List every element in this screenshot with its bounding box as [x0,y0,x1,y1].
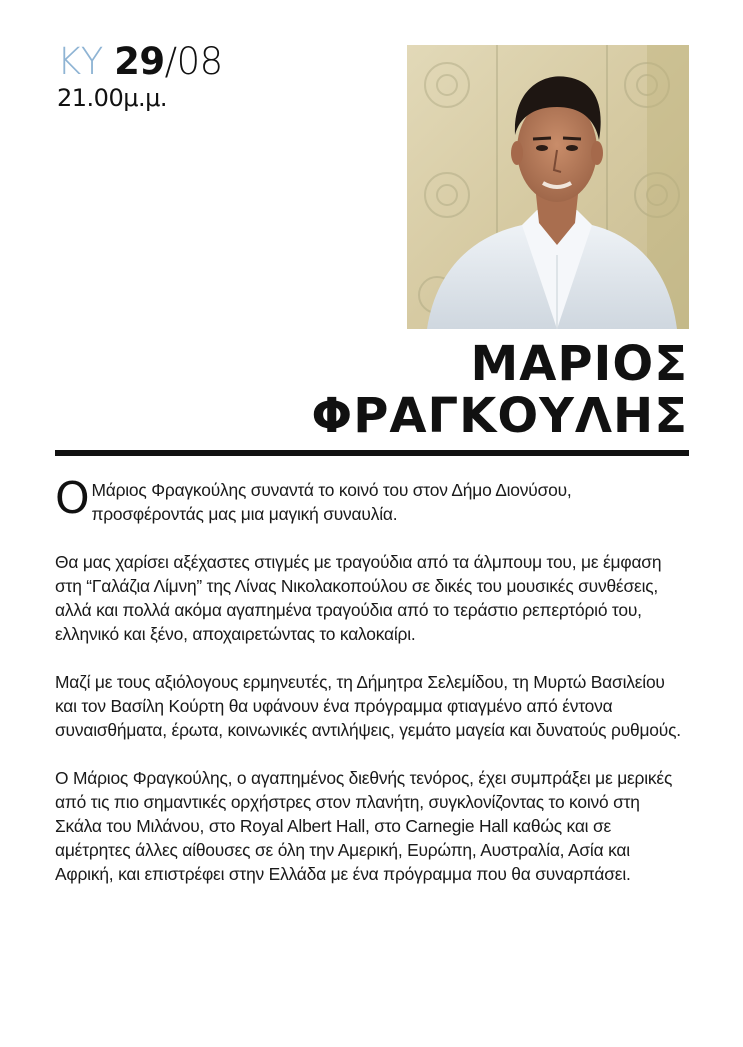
event-description [55,473,689,886]
paragraph-performers: Μαζί με τους αξιόλογους ερμηνευτές, τη Δήμητρα Σελεμίδου, τη Μυρτώ Βασιλείου και τον Βασίλη Κούρτη θα υφάνουν ένα πρόγραμμα φτιαγμένο από έντονα συναισθήματα, έρωτα, κοινωνικές αντιλήψεις, γεμάτο μαγεία και δυνατούς ρυθμούς. [55,672,681,740]
artist-name-line2: ΦΡΑΓΚΟΥΛΗΣ [311,388,688,444]
event-time: 21.00μ.μ. [57,84,168,112]
artist-photo [407,45,689,329]
intro-line-1: Μάριος Φραγκούλης συναντά το κοινό του στον Δήμο Διονύσου, [91,480,572,500]
paragraph-repertoire: Θα μας χαρίσει αξέχαστες στιγμές με τραγούδια από τα άλμπουμ του, με έμφαση στη “Γαλάζια Λίμνη” της Λίνας Νικολακοπούλου σε δικές του μουσικές συνθέσεις, αλλά και πολλά ακόμα αγαπημένα τραγούδια από το τεράστιο ρεπερτόριό του, ελληνικό και ξένο, αποχαιρετώντας το καλοκαίρι. [55,552,662,644]
divider-rule [55,450,689,456]
paragraph-biography: Ο Μάριος Φραγκούλης, ο αγαπημένος διεθνής τενόρος, έχει συμπράξει με μερικές από τις πιο σημαντικές ορχήστρες στον πλανήτη, συγκλονίζοντας το κοινό στη Σκάλα του Μιλάνου, στο Royal Albert Hall, στο Carnegie Hall καθώς και σε αμέτρητες άλλες αίθουσες σε όλη την Αμερική, Ευρώπη, Αυστραλία, Ασία και Αφρική, και επιστρέφει στην Ελλάδα με ένα πρόγραμμα που θα συναρπάσει. [55,768,673,884]
event-date [57,40,223,84]
intro-line-2: προσφέροντάς μας μια μαγική συναυλία. [91,504,398,524]
event-day: ΚΥ [57,40,103,83]
drop-cap: Ο [55,473,90,524]
event-date-month: /08 [164,40,223,83]
intro-paragraph [55,473,689,526]
artist-name [311,338,688,442]
event-date-block [57,40,223,112]
artist-name-line1: ΜΑΡΙΟΣ [470,336,688,392]
event-date-number: 29 [114,40,165,83]
